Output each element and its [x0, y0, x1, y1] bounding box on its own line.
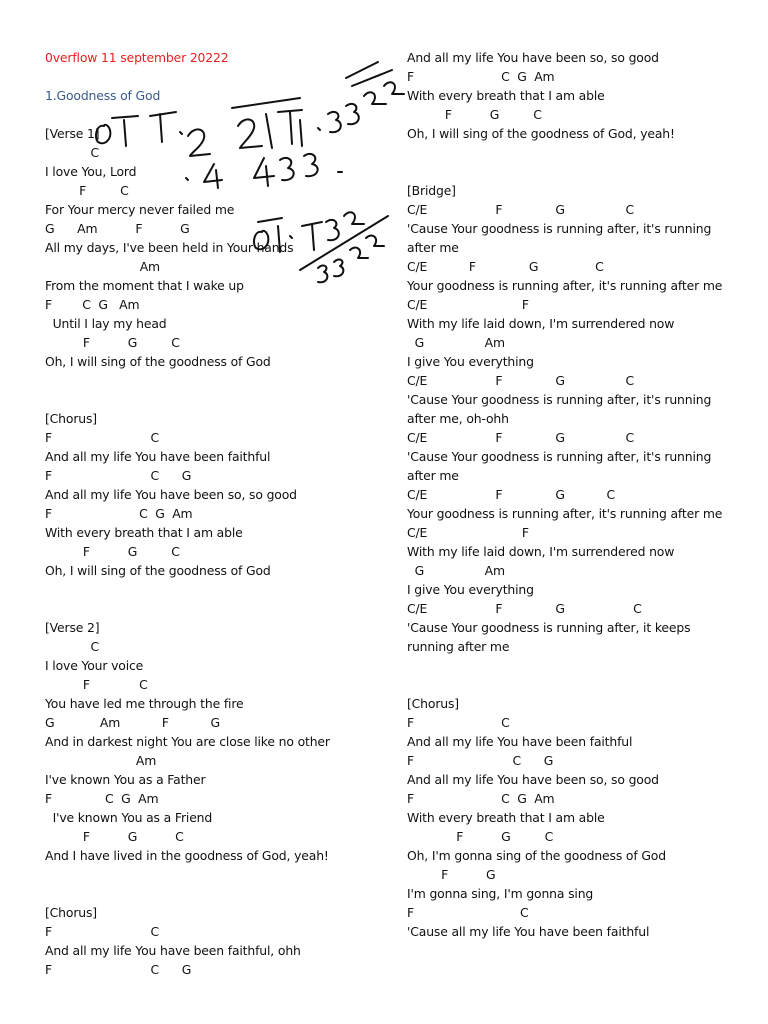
- song-line: [Verse 1]: [45, 126, 100, 141]
- song-line: And all my life You have been faithful: [407, 734, 633, 749]
- song-line: C/E F G C: [407, 430, 634, 445]
- blank-line: [45, 884, 390, 903]
- blank-line: [407, 162, 727, 181]
- song-line: And I have lived in the goodness of God, yeah!: [45, 848, 329, 863]
- song-line: 'Cause all my life You have been faithful: [407, 924, 650, 939]
- song-line: C: [45, 145, 99, 160]
- song-line: C/E F: [407, 525, 529, 540]
- song-line: F C G: [45, 468, 192, 483]
- song-line: F C: [407, 905, 529, 920]
- blank-line: [45, 390, 390, 409]
- song-line: F C G Am: [407, 791, 555, 806]
- song-line: All my days, I've been held in Your hands: [45, 240, 294, 255]
- song-line: I love You, Lord: [45, 164, 137, 179]
- song-line: With every breath that I am able: [45, 525, 243, 540]
- song-line: F C G: [407, 753, 554, 768]
- song-line: I'm gonna sing, I'm gonna sing: [407, 886, 594, 901]
- song-line: Oh, I will sing of the goodness of God: [45, 563, 271, 578]
- song-line: F C: [407, 715, 510, 730]
- song-line: 'Cause Your goodness is running after, it keeps running after me: [407, 620, 695, 654]
- song-line: 'Cause Your goodness is running after, it's running after me: [407, 449, 715, 483]
- song-line: C/E F: [407, 297, 529, 312]
- song-line: G Am F G: [45, 221, 190, 236]
- song-line: F G C: [407, 829, 554, 844]
- song-line: C/E F G C: [407, 202, 634, 217]
- song-line: F C: [45, 924, 159, 939]
- song-line: G Am: [407, 563, 505, 578]
- song-line: I've known You as a Father: [45, 772, 206, 787]
- blank-line: [45, 599, 390, 618]
- blank-line: [407, 656, 727, 675]
- song-line: Your goodness is running after, it's running after me: [407, 278, 723, 293]
- song-line: F C G Am: [45, 506, 193, 521]
- song-line: F C G Am: [45, 297, 140, 312]
- song-line: Oh, I will sing of the goodness of God: [45, 354, 271, 369]
- blank-line: [45, 105, 390, 124]
- song-line: Oh, I'm gonna sing of the goodness of God: [407, 848, 666, 863]
- song-line: For Your mercy never failed me: [45, 202, 235, 217]
- song-line: And all my life You have been so, so good: [45, 487, 297, 502]
- song-line: Until I lay my head: [45, 316, 167, 331]
- song-line: C: [45, 639, 99, 654]
- song-line: [Chorus]: [45, 411, 97, 426]
- blank-line: [45, 580, 390, 599]
- song-line: With my life laid down, I'm surrendered now: [407, 544, 675, 559]
- song-line: I love Your voice: [45, 658, 144, 673]
- song-line: F C G Am: [45, 791, 159, 806]
- song-line: [Bridge]: [407, 183, 456, 198]
- song-line: F C: [45, 677, 148, 692]
- song-line: F G C: [45, 544, 180, 559]
- blank-line: [45, 67, 390, 86]
- song-line: Your goodness is running after, it's running after me: [407, 506, 723, 521]
- song-line: Am: [45, 753, 157, 768]
- song-line: F C: [45, 183, 129, 198]
- song-line: With every breath that I am able: [407, 88, 605, 103]
- song-line: G Am: [407, 335, 505, 350]
- blank-line: [45, 865, 390, 884]
- song-line: 1.Goodness of God: [45, 88, 161, 103]
- song-line: You have led me through the fire: [45, 696, 244, 711]
- blank-line: [45, 371, 390, 390]
- song-line: F G C: [407, 107, 542, 122]
- song-line: Oh, I will sing of the goodness of God, yeah!: [407, 126, 675, 141]
- song-line: [Chorus]: [45, 905, 97, 920]
- song-line: C/E F G C: [407, 259, 604, 274]
- song-line: 'Cause Your goodness is running after, it's running after me, oh-ohh: [407, 392, 715, 426]
- song-line: G Am F G: [45, 715, 220, 730]
- song-line: I give You everything: [407, 354, 534, 369]
- song-line: F G C: [45, 335, 180, 350]
- song-line: And in darkest night You are close like no other: [45, 734, 330, 749]
- song-line: 'Cause Your goodness is running after, it's running after me: [407, 221, 715, 255]
- song-line: From the moment that I wake up: [45, 278, 244, 293]
- song-line: F G C: [45, 829, 184, 844]
- song-line: Am: [45, 259, 160, 274]
- song-line: I give You everything: [407, 582, 534, 597]
- song-line: With every breath that I am able: [407, 810, 605, 825]
- song-line: C/E F G C: [407, 373, 634, 388]
- song-line: I've known You as a Friend: [45, 810, 213, 825]
- song-line: C/E F G C: [407, 487, 616, 502]
- left-column: [45, 48, 390, 979]
- right-column: [407, 48, 727, 941]
- song-line: And all my life You have been so, so good: [407, 772, 659, 787]
- song-line: F G: [407, 867, 496, 882]
- song-line: And all my life You have been so, so good: [407, 50, 659, 65]
- song-line: And all my life You have been faithful: [45, 449, 271, 464]
- song-line: F C G: [45, 962, 192, 977]
- blank-line: [407, 143, 727, 162]
- song-line: F C G Am: [407, 69, 555, 84]
- song-line: [Verse 2]: [45, 620, 100, 635]
- song-line: With my life laid down, I'm surrendered now: [407, 316, 675, 331]
- song-line: [Chorus]: [407, 696, 459, 711]
- song-line: F C: [45, 430, 159, 445]
- blank-line: [407, 675, 727, 694]
- song-line: C/E F G C: [407, 601, 642, 616]
- song-line: And all my life You have been faithful, ohh: [45, 943, 301, 958]
- song-line: 0verflow 11 september 20222: [45, 50, 229, 65]
